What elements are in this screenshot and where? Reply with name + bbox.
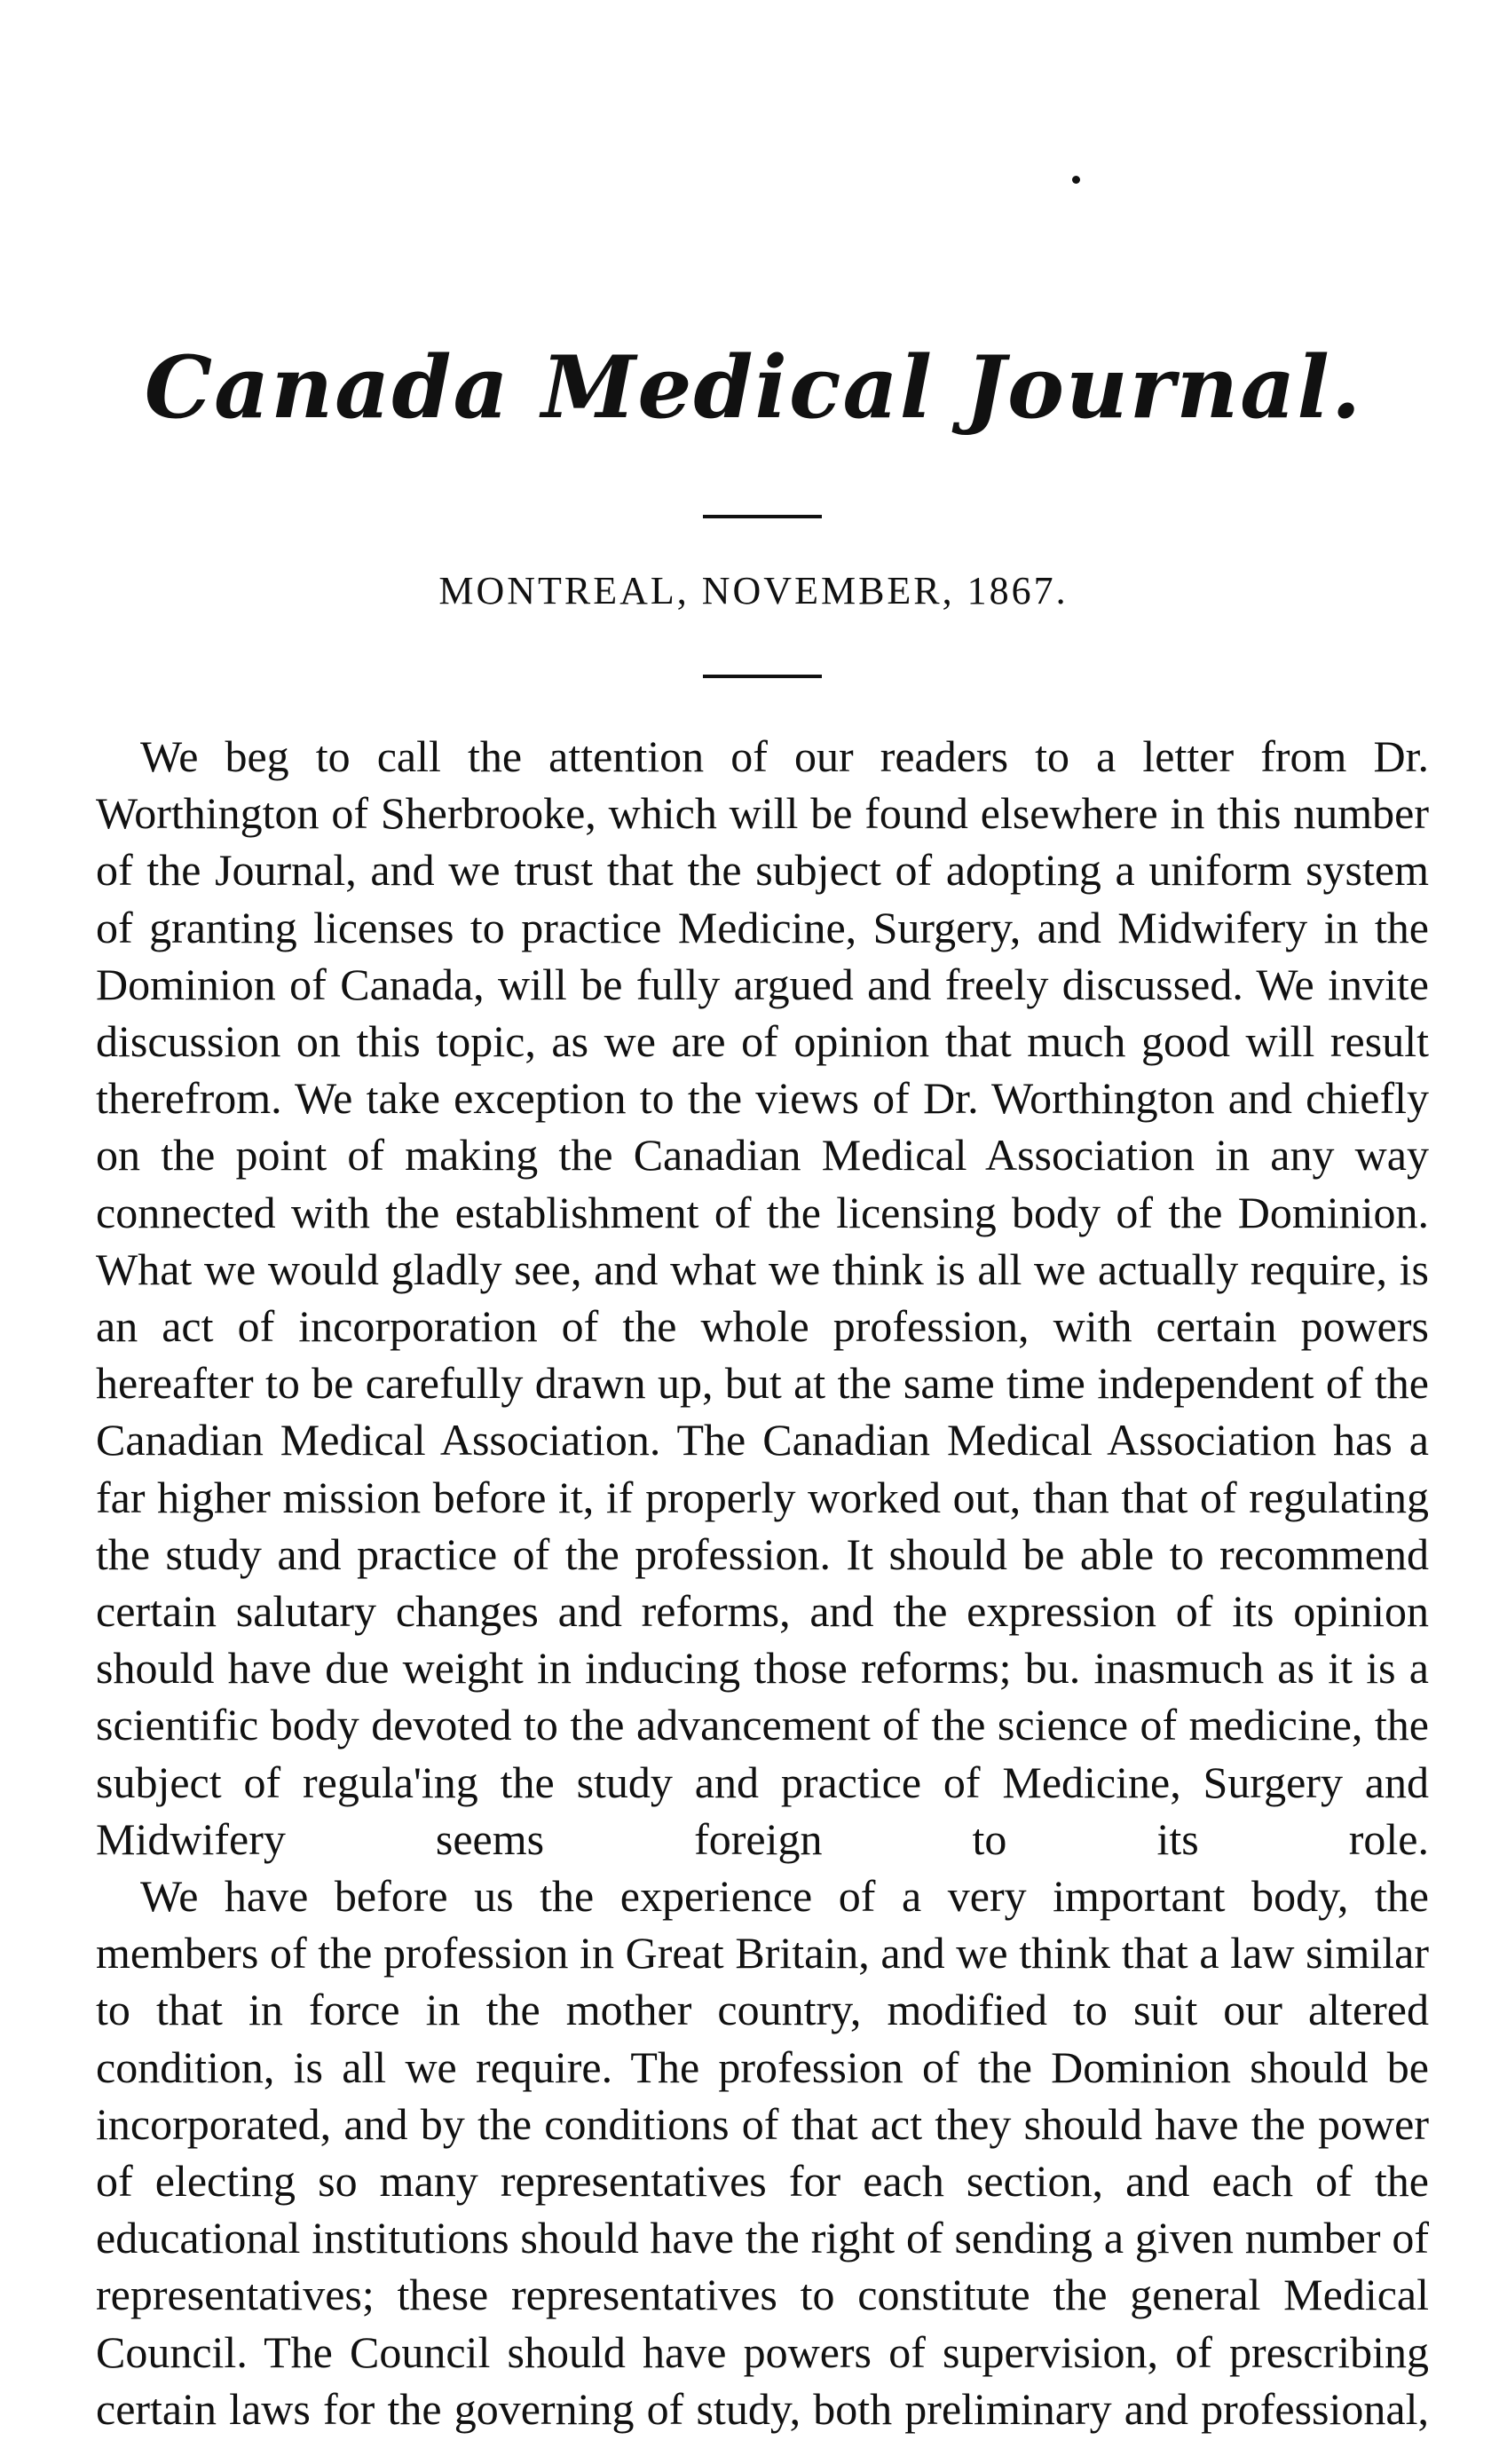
journal-masthead: Canada Medical Journal. (144, 337, 1363, 438)
divider-rule-top (703, 515, 822, 518)
ink-speck (1072, 176, 1080, 184)
article-paragraph-2: We have before us the experience of a very important body, the members of the profession in Great Britain, and we think that a law similar to that in force in the mother country, modified to suit our altered condition, is all we require. The profession of the Dominion should be incorporated, and by the conditions of that act they should have the power of electing so many representatives for each section, and each of the educational institutions should have the right of sending a given number of representatives; these representatives to constitute the general Medical Council. The Council should have powers of supervision, of prescribing certain laws for the governing of study, both preliminary and professional, (96, 1871, 1429, 2434)
article-paragraph-1: We beg to call the attention of our readers to a letter from Dr. Worthington of Sherbrooke, which will be found elsewhere in this number of the Journal, and we trust that the subject of adopting a uniform system of granting licenses to practice Medicine, Surgery, and Midwifery in the Dominion of Canada, will be fully argued and freely discussed. We invite discussion on this topic, as we are of opinion that much good will result therefrom. We take exception to the views of Dr. Worthington and chiefly on the point of making the Canadian Medical Association in any way connected with the establishment of the licensing body of the Dominion. What we would gladly see, and what we think is all we actually require, is an act of incorporation of the whole profession, with certain powers hereafter to be carefully drawn up, but at the same time independent of the Canadian Medical Association. The Canadian Medical Association has a far higher mission before it, if properly worked out, than that of regulating the study and practice of the profession. It should be able to recommend certain salutary changes and reforms, and the expression of its opinion should have due weight in inducing those reforms; bu. inasmuch as it is a scientific body devoted to the advancement of the science of medicine, the subject of regula'ing the study and practice of Medicine, Surgery and Midwifery seems foreign to its role. (96, 731, 1429, 1864)
dateline: MONTREAL, NOVEMBER, 1867. (438, 569, 1069, 612)
divider-rule-bottom (703, 675, 822, 678)
article-body (96, 728, 1429, 2437)
